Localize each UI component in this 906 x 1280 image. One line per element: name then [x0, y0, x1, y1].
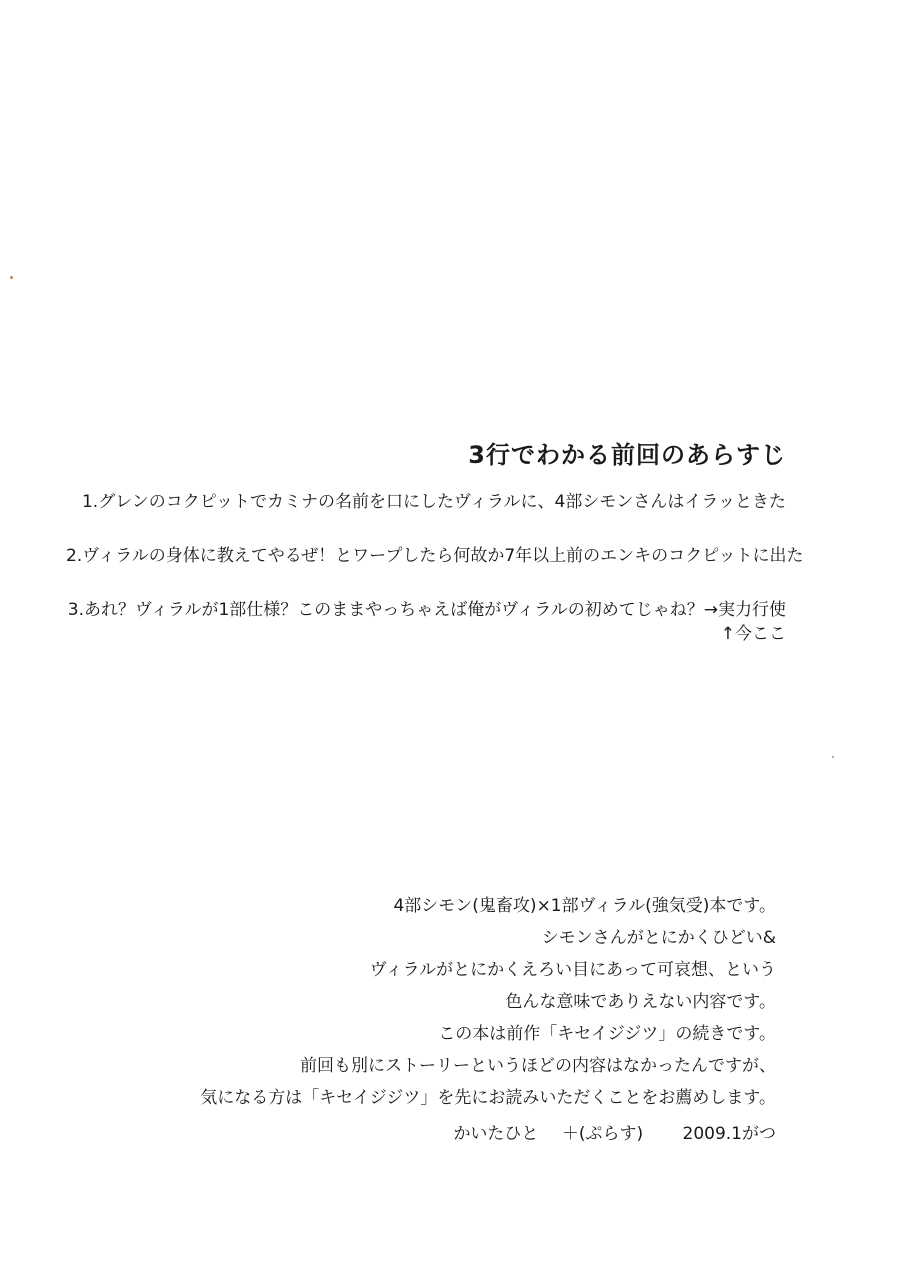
- signature-plus: ＋(ぷらす): [561, 1124, 644, 1144]
- intro-line-3: ヴィラルがとにかくえろい目にあって可哀想、という: [369, 960, 776, 980]
- paper-speck: [832, 756, 834, 758]
- intro-section: [136, 890, 776, 1148]
- intro-line-4: 色んな意味でありえない内容です。: [505, 992, 776, 1012]
- intro-line-6: 前回も別にストーリーというほどの内容はなかったんですが、: [300, 1056, 776, 1076]
- summary-title: 3行でわかる前回のあらすじ: [468, 441, 786, 469]
- signature-author: かいたひと: [453, 1124, 539, 1144]
- intro-line-1: 4部シモン(鬼畜攻)×1部ヴィラル(強気受)本です。: [393, 896, 776, 916]
- summary-item-3: 3.あれ？ヴィラルが1部仕様？このままやっちゃえば俺がヴィラルの初めてじゃね？→実力行使: [67, 600, 786, 620]
- intro-line-5: この本は前作「キセイジジツ」の続きです。: [438, 1024, 776, 1044]
- intro-line-2: シモンさんがとにかくひどい&: [541, 928, 776, 948]
- intro-line-7: 気になる方は「キセイジジツ」を先にお読みいただくことをお薦めします。: [200, 1088, 776, 1108]
- summary-item-2: 2.ヴィラルの身体に教えてやるぜ！とワープしたら何故か7年以上前のエンキのコクピットに出た: [66, 546, 804, 566]
- summary-note: ↑今ここ: [720, 624, 786, 644]
- signature: [136, 1120, 776, 1148]
- paper-speck: [10, 276, 13, 279]
- signature-date: 2009.1がつ: [682, 1124, 776, 1144]
- summary-item-1: 1.グレンのコクピットでカミナの名前を口にしたヴィラルに、4部シモンさんはイラッときた: [81, 492, 786, 512]
- previous-summary-section: [66, 440, 804, 646]
